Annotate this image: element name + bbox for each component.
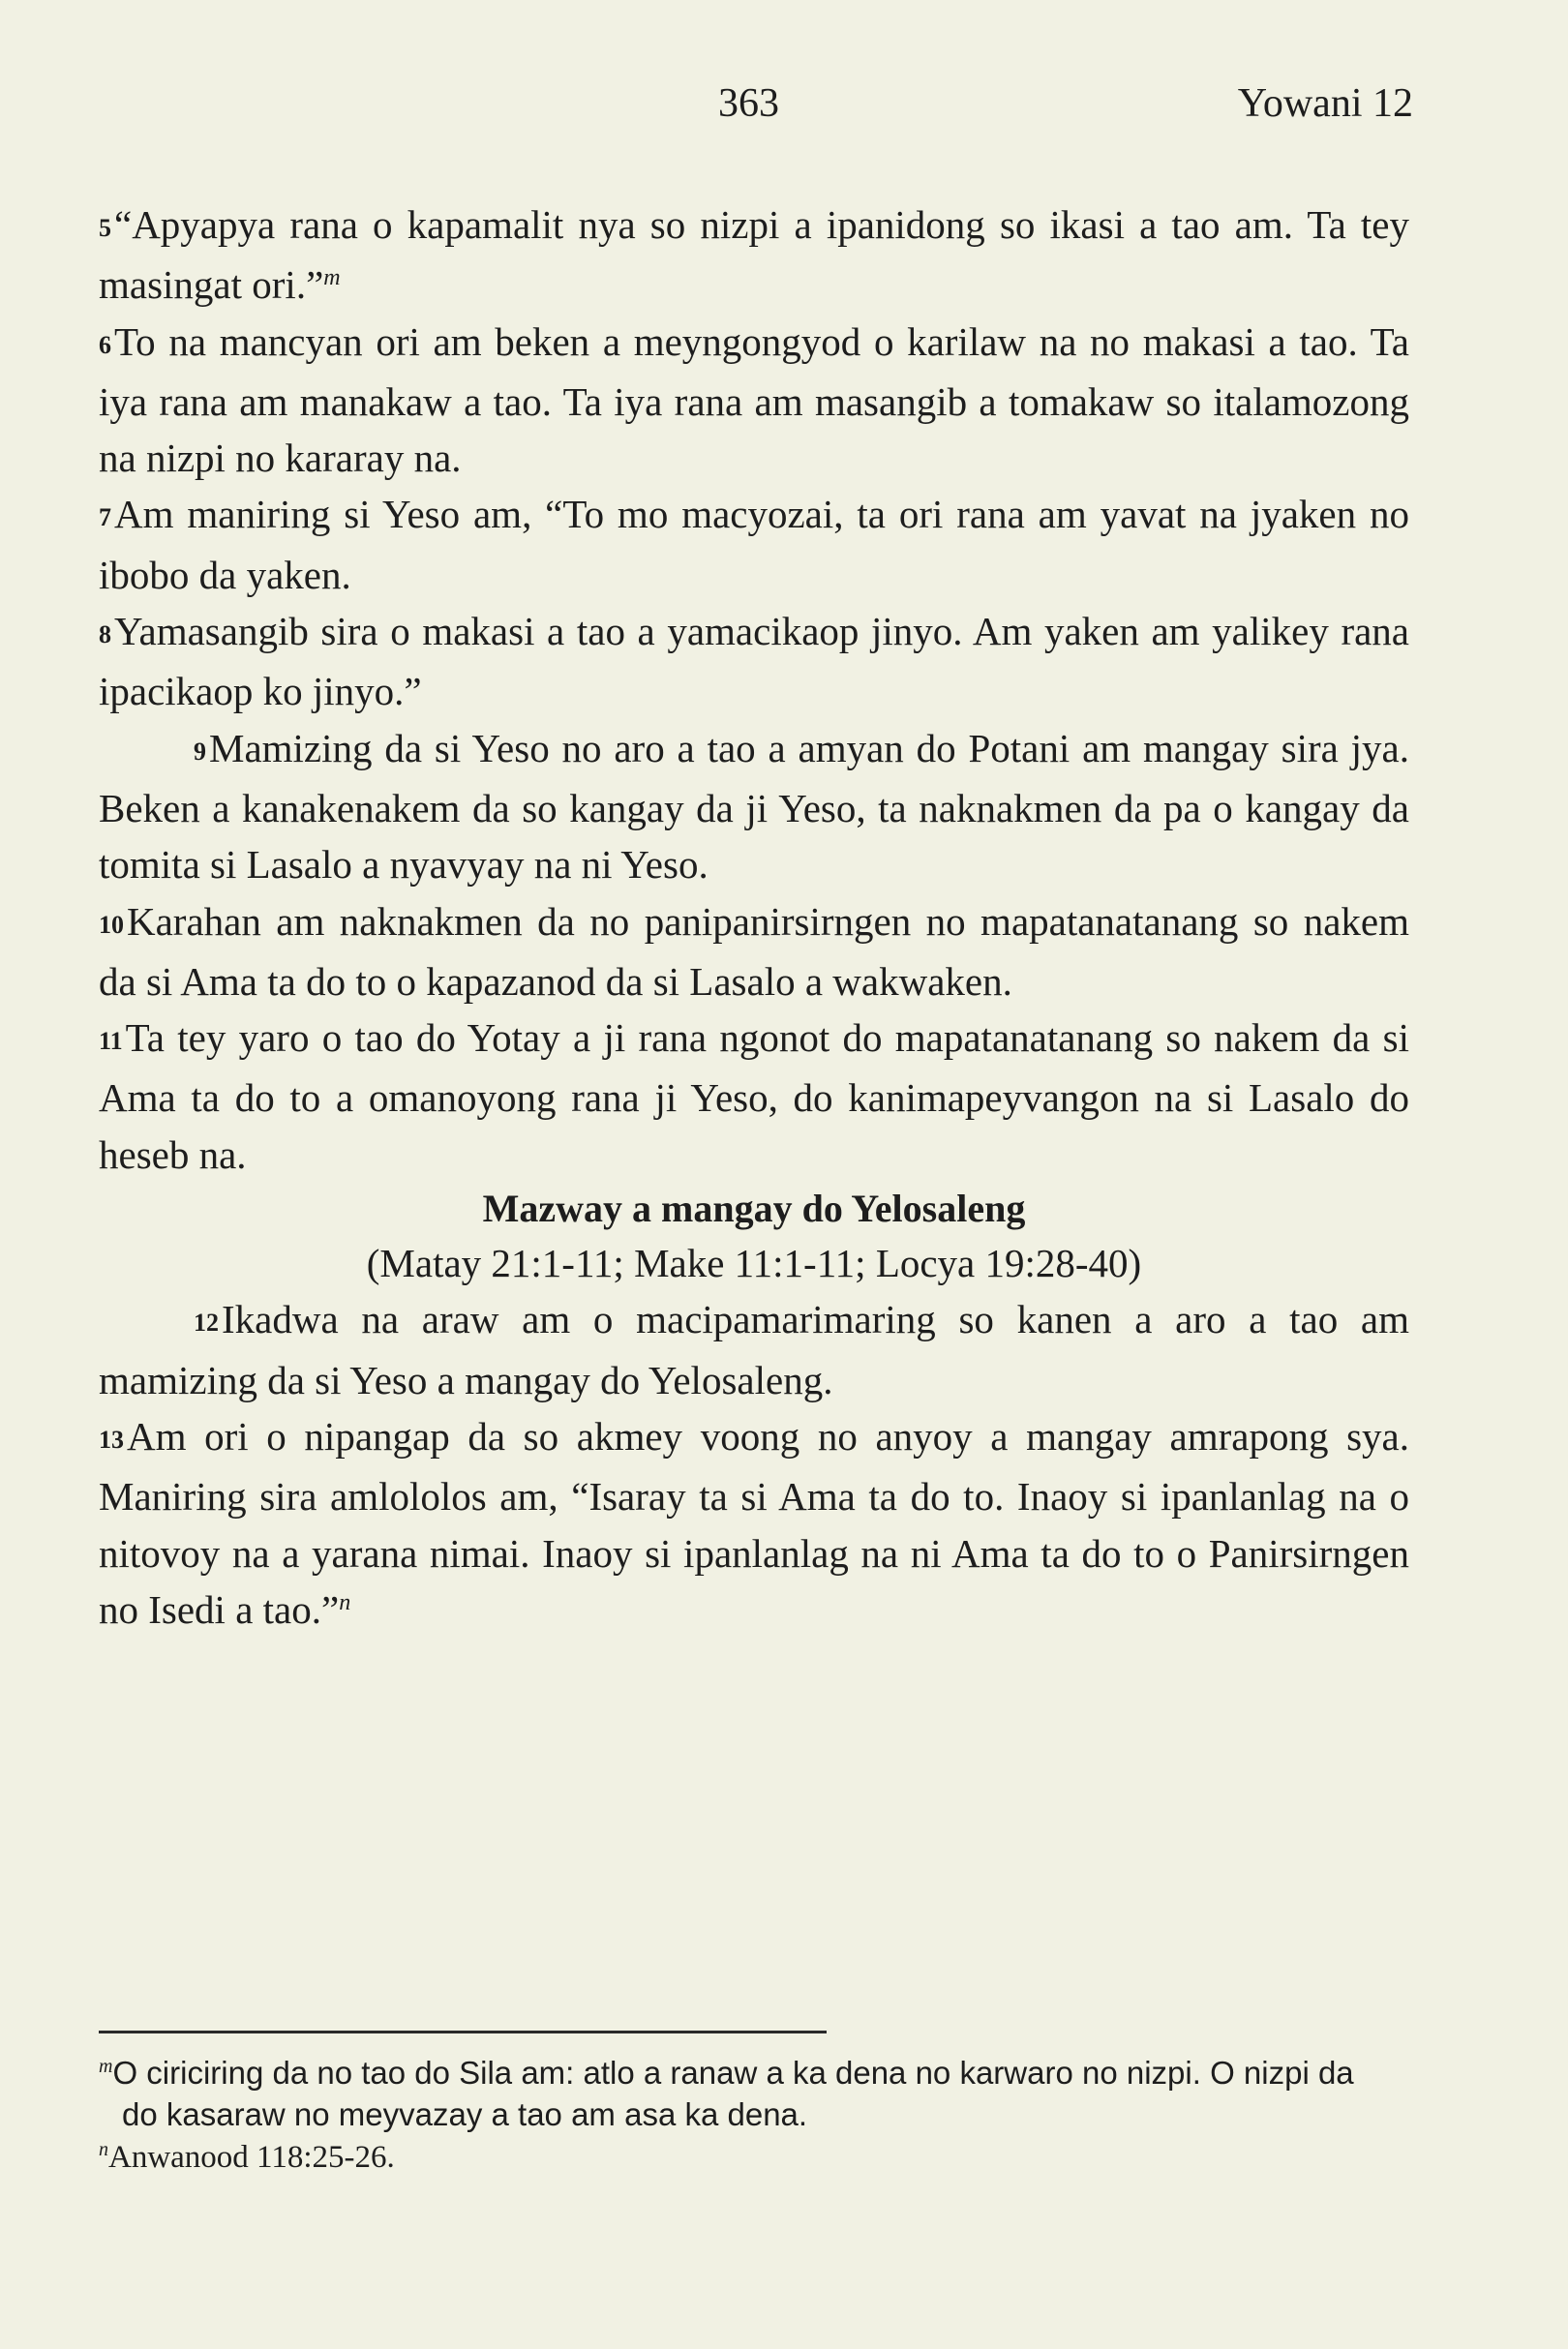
footnote-letter: n	[99, 2139, 108, 2160]
verse-text: “Apyapya rana o kapamalit nya so nizpi a ipanidong so ikasi a tao am. Ta tey masingat ori.”	[99, 202, 1409, 308]
verse	[99, 486, 1409, 603]
verse-text: Am ori o nipangap da so akmey voong no anyoy a mangay amrapong sya. Maniring sira amlololos am, “Isaray ta si Ama ta do to. Inaoy si ipanlanlag na o nitovoy na a yarana nimai. Inaoy si ipanlanlag na ni Ama ta do to o Panirsirngen no Isedi a tao.”	[99, 1413, 1409, 1632]
verse-text: To na mancyan ori am beken a meyngongyod o karilaw na no makasi a tao. Ta iya rana am manakaw a tao. Ta iya rana am masangib a tomakaw so italamozong na nizpi no kararay na.	[99, 318, 1409, 481]
verse	[99, 1009, 1409, 1183]
section-heading: Mazway a mangay do Yelosaleng	[482, 1187, 1026, 1231]
verse	[99, 1291, 1409, 1408]
section-parallel-references: (Matay 21:1-11; Make 11:1-11; Locya 19:28-40)	[366, 1241, 1142, 1286]
verse-number: 8	[99, 620, 111, 649]
verse-text: Ta tey yaro o tao do Yotay a ji rana ngonot do mapatanatanang so nakem da si Ama ta do to a omanoyong rana ji Yeso, do kanimapeyvangon na si Lasalo do heseb na.	[99, 1015, 1409, 1177]
verse	[99, 1408, 1409, 1638]
verse	[99, 893, 1409, 1010]
footnote-marker[interactable]: m	[323, 265, 341, 291]
verse-text: Mamizing da si Yeso no aro a tao a amyan do Potani am mangay sira jya. Beken a kanakenakem da so kangay da ji Yeso, ta naknakmen da pa o kangay da tomita si Lasalo a nyavyay na ni Yeso.	[99, 725, 1409, 888]
verse-text: Karahan am naknakmen da no panipanirsirngen no mapatanatanang so nakem da si Ama ta do to o kapazanod da si Lasalo a wakwaken.	[99, 898, 1409, 1004]
page-number: 363	[718, 81, 779, 126]
verse-number: 13	[99, 1425, 124, 1454]
verse-number: 11	[99, 1027, 123, 1056]
verse	[99, 196, 1409, 314]
footnote	[99, 2052, 1396, 2135]
verse	[99, 720, 1409, 893]
footnote	[99, 2135, 1396, 2179]
verse-number: 9	[194, 737, 206, 766]
verse	[99, 314, 1409, 487]
page-body	[99, 196, 1409, 1638]
footnote-text: Anwanood 118:25-26.	[108, 2140, 395, 2175]
page-header	[99, 79, 1413, 128]
footnote-divider	[99, 2031, 827, 2033]
verse-number: 10	[99, 910, 124, 939]
footnote-letter: m	[99, 2056, 113, 2077]
verse-text: Ikadwa na araw am o macipamarimaring so kanen a aro a tao am mamizing da si Yeso a mangay do Yelosaleng.	[99, 1297, 1409, 1402]
verse-text: Yamasangib sira o makasi a tao a yamacikaop jinyo. Am yaken am yalikey rana ipacikaop ko jinyo.”	[99, 609, 1409, 714]
verse-number: 5	[99, 214, 111, 242]
verse-text: Am maniring si Yeso am, “To mo macyozai, ta ori rana am yavat na jyaken no ibobo da yaken.	[99, 492, 1409, 597]
footnotes	[99, 2052, 1396, 2179]
verse-number: 7	[99, 503, 111, 532]
running-head: Yowani 12	[1237, 81, 1413, 126]
verse-number: 6	[99, 330, 111, 359]
footnote-marker[interactable]: n	[339, 1589, 351, 1615]
verse-number: 12	[194, 1309, 219, 1338]
footnote-text: O ciriciring da no tao do Sila am: atlo a ranaw a ka dena no karwaro no nizpi. O nizpi da do kasaraw no meyvazay a tao am asa ka dena.	[112, 2055, 1354, 2132]
verse	[99, 603, 1409, 720]
